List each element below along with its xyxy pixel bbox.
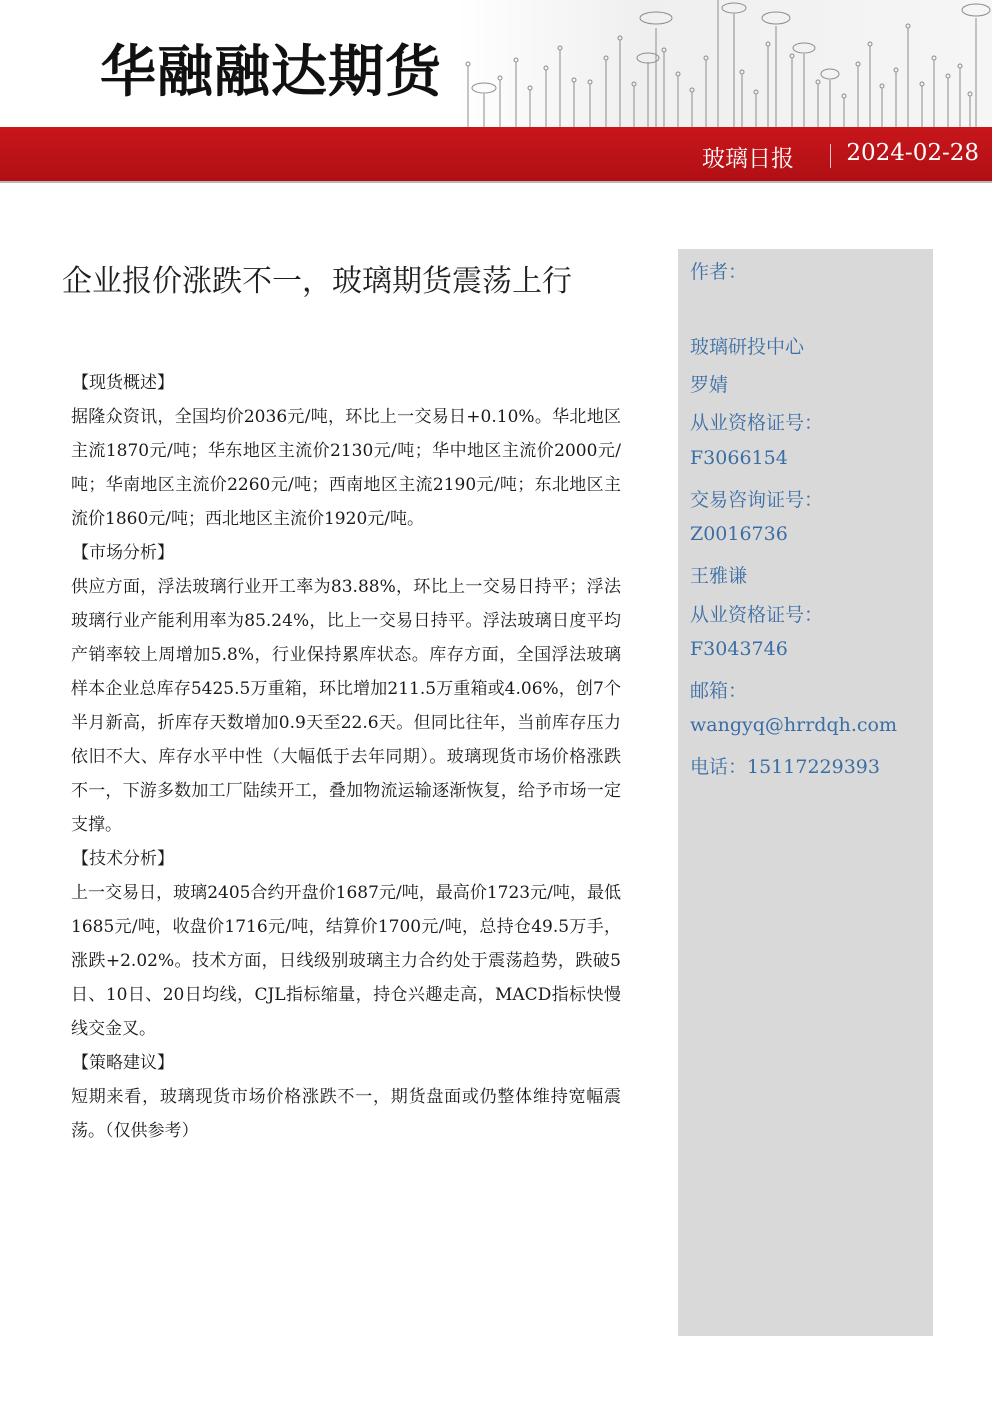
section-body-market-analysis: 供应方面，浮法玻璃行业开工率为83.88%，环比上一交易日持平；浮法玻璃行业产能利用率为85.24%，比上一交易日持平。浮法玻璃日度平均产销率较上周增加5.8%，行业保持累库状态。库存方面，全国浮法玻璃样本企业总库存5425.5万重箱，环比增加211.5万重箱或4.06%，创7个半月新高，折库存天数增加0.9天至22.6天。但同比往年，当前库存压力依旧不大、库存水平中性（大幅低于去年同期）。玻璃现货市场价格涨跌不一，下游多数加工厂陆续开工，叠加物流运输逐渐恢复，给予市场一定支撑。 bbox=[71, 577, 621, 835]
company-logo: 华融融达期货 bbox=[100, 40, 442, 105]
header-banner bbox=[0, 127, 992, 183]
author-sidebar bbox=[678, 249, 933, 1336]
author-name-2: 王雅谦 bbox=[690, 565, 748, 587]
consult-number-1: Z0016736 bbox=[690, 523, 788, 545]
article-title: 企业报价涨跌不一，玻璃期货震荡上行 bbox=[62, 264, 572, 299]
decorative-pattern bbox=[456, 0, 992, 128]
report-date: 2024-02-28 bbox=[846, 140, 979, 166]
qualification-number-1: F3066154 bbox=[690, 447, 788, 469]
article-content bbox=[71, 366, 621, 1148]
department-name: 玻璃研投中心 bbox=[690, 336, 805, 358]
report-name: 玻璃日报 bbox=[702, 146, 794, 172]
section-body-spot-overview: 据隆众资讯，全国均价2036元/吨，环比上一交易日+0.10%。华北地区主流1870元/吨；华东地区主流价2130元/吨；华中地区主流价2000元/吨；华南地区主流价2260元/吨；西南地区主流2190元/吨；东北地区主流价1860元/吨；西北地区主流价1920元/吨。 bbox=[71, 407, 621, 529]
section-heading-market-analysis: 【市场分析】 bbox=[72, 543, 174, 563]
author-name-1: 罗婧 bbox=[690, 374, 729, 396]
section-heading-technical-analysis: 【技术分析】 bbox=[72, 849, 174, 869]
section-heading-strategy: 【策略建议】 bbox=[72, 1053, 174, 1073]
section-body-strategy: 短期来看，玻璃现货市场价格涨跌不一，期货盘面或仍整体维持宽幅震荡。（仅供参考） bbox=[71, 1087, 621, 1141]
qualification-number-2: F3043746 bbox=[690, 638, 788, 660]
email-link[interactable]: wangyq@hrrdqh.com bbox=[690, 714, 897, 736]
author-label: 作者： bbox=[690, 261, 748, 283]
section-heading-spot-overview: 【现货概述】 bbox=[72, 373, 174, 393]
header-divider bbox=[830, 144, 831, 168]
phone-number: 电话：15117229393 bbox=[690, 756, 880, 778]
qualification-label-2: 从业资格证号： bbox=[690, 604, 824, 626]
consult-label-1: 交易咨询证号： bbox=[690, 489, 824, 511]
qualification-label-1: 从业资格证号： bbox=[690, 412, 824, 434]
section-body-technical-analysis: 上一交易日，玻璃2405合约开盘价1687元/吨，最高价1723元/吨，最低1685元/吨，收盘价1716元/吨，结算价1700元/吨，总持仓49.5万手，涨跌+2.02%。技术方面，日线级别玻璃主力合约处于震荡趋势，跌破5日、10日、20日均线，CJL指标缩量，持仓兴趣走高，MACD指标快慢线交金叉。 bbox=[71, 883, 621, 1039]
email-label: 邮箱： bbox=[690, 680, 748, 702]
